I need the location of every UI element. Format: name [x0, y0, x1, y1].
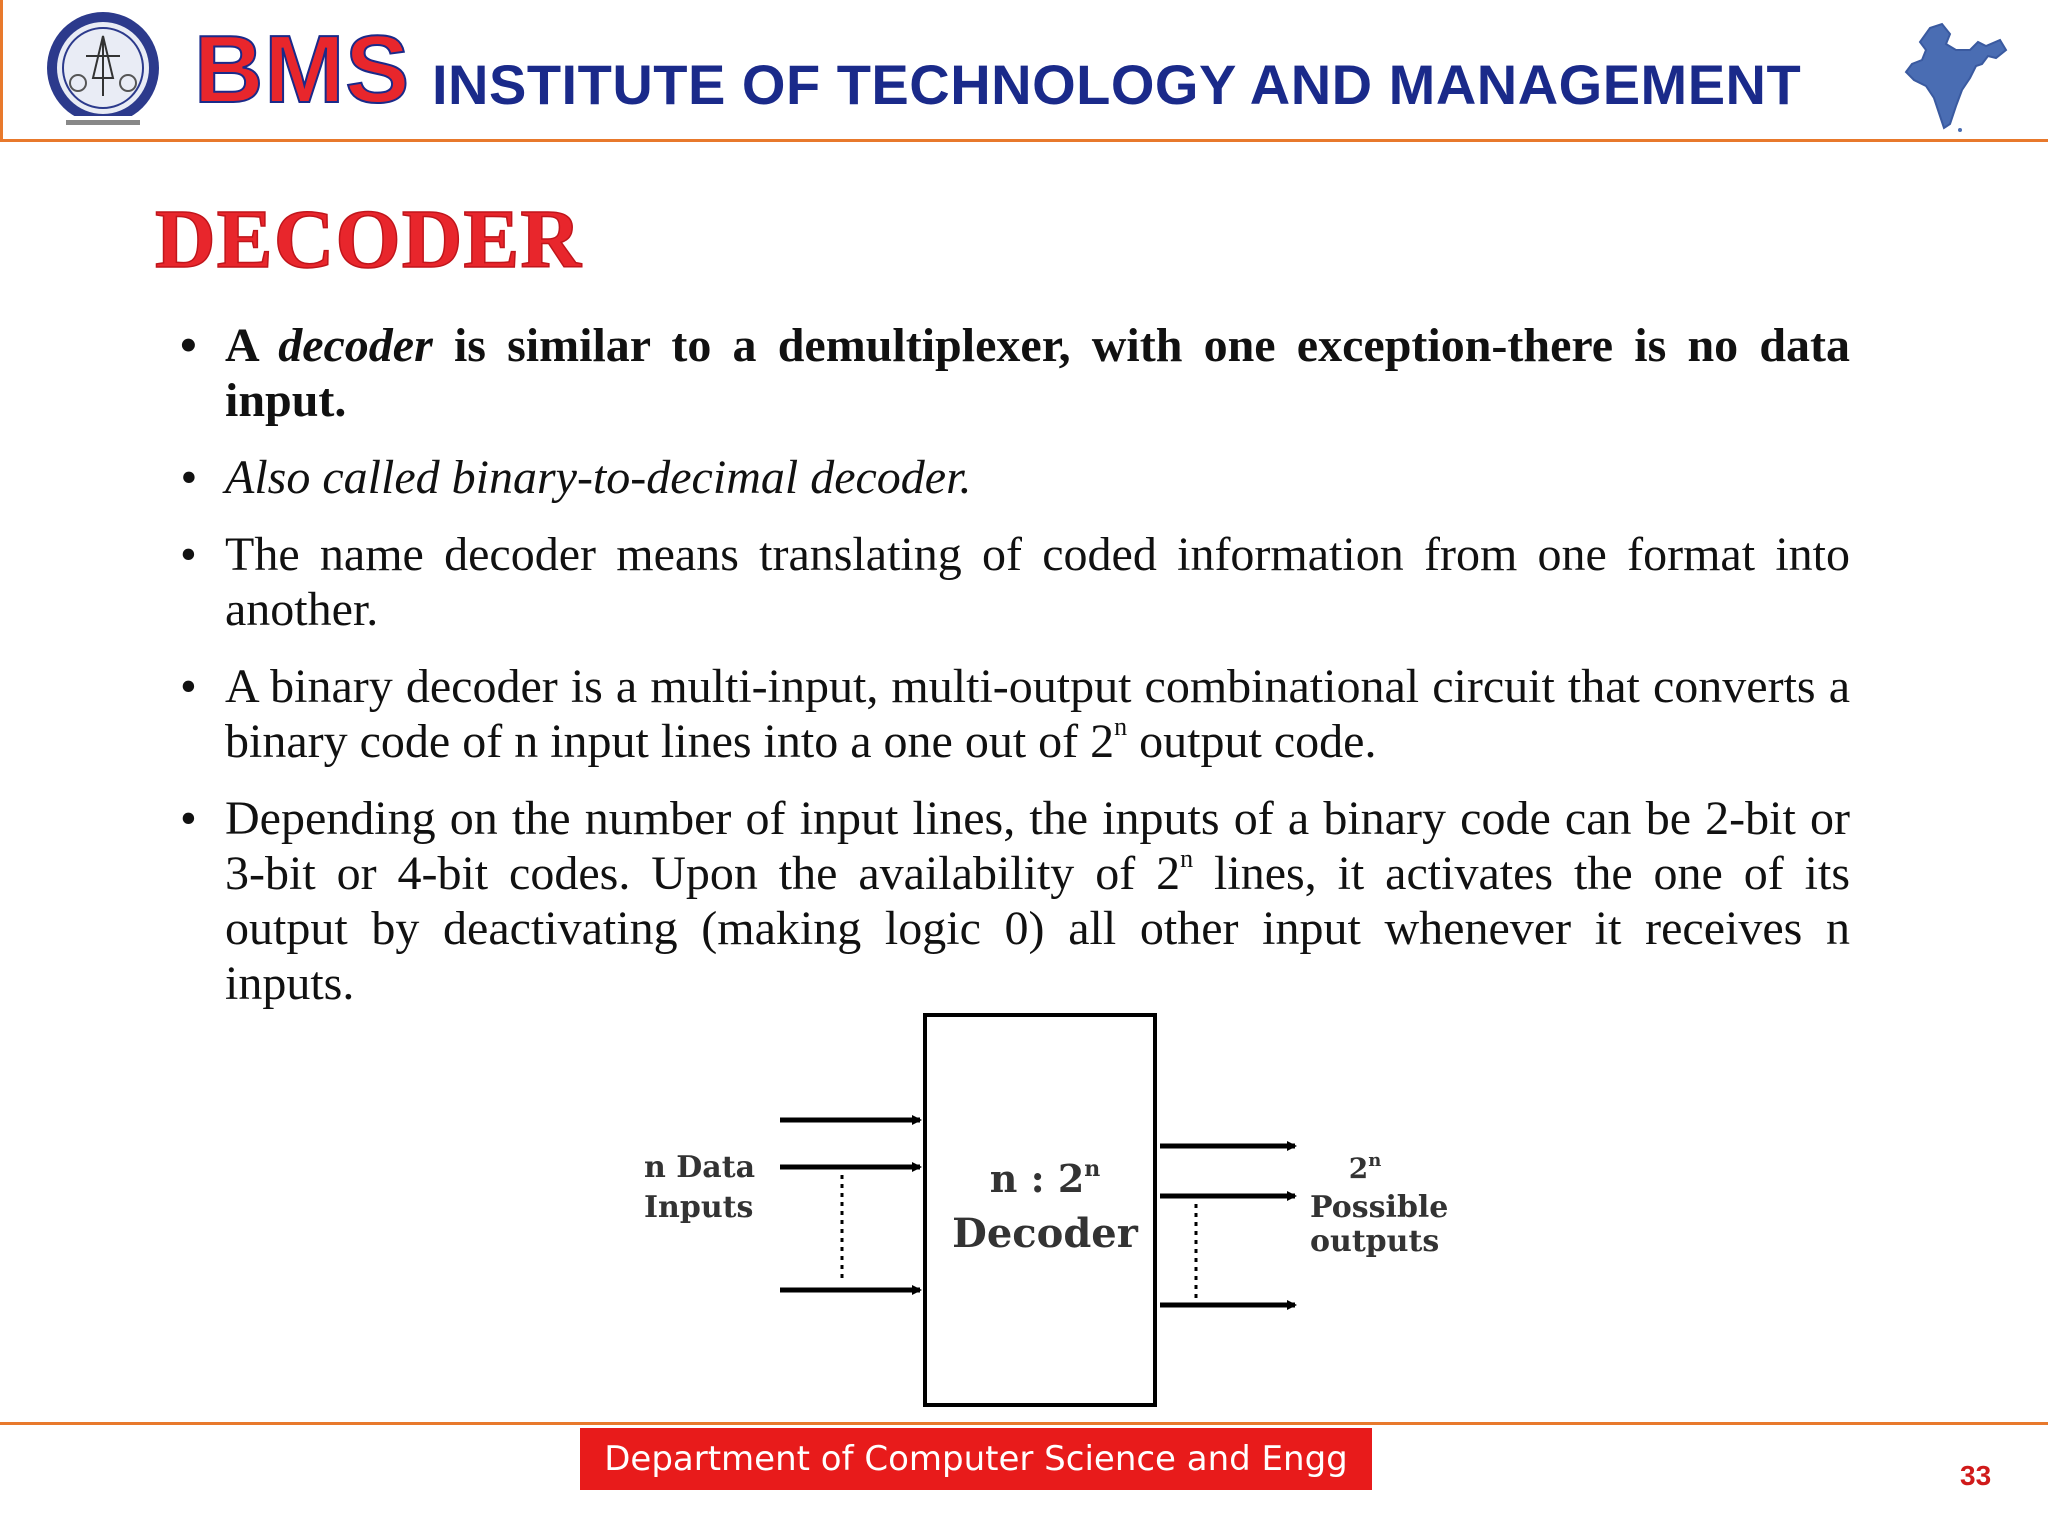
- superscript: n: [1180, 844, 1194, 873]
- input-label: n Data: [644, 1150, 756, 1185]
- bullet-list: [180, 318, 1850, 1033]
- brand-institute-name: INSTITUTE OF TECHNOLOGY AND MANAGEMENT: [432, 53, 1802, 116]
- india-map-icon: [1900, 20, 2010, 135]
- bullet-text: lines, it activates the one of its output by deactivating (making logic 0) all other input whenever it receives n inputs.: [225, 847, 1851, 1010]
- footer-rule: [0, 1422, 2048, 1425]
- bullet-emphasis: decoder: [278, 319, 433, 372]
- page-number: 33: [1960, 1460, 1992, 1491]
- input-label: Inputs: [644, 1190, 754, 1225]
- output-label: outputs: [1310, 1224, 1440, 1259]
- bullet-item: [180, 527, 1850, 637]
- decoder-name-label: Decoder: [952, 1210, 1138, 1257]
- header-left-rule: [0, 0, 3, 140]
- header-bottom-rule: [0, 139, 2048, 142]
- slide-title: DECODER: [155, 193, 583, 286]
- superscript: n: [1114, 712, 1128, 741]
- bullet-item: [180, 659, 1850, 769]
- superscript: n: [1368, 1150, 1382, 1171]
- decoder-ratio-label: [940, 1156, 1150, 1201]
- slide-header: [0, 0, 2048, 142]
- output-label: [1310, 1152, 1420, 1185]
- bullet-text: Depending on the number of input lines, the inputs of a binary code can be 2-bit or 3-bit or 4-bit codes. Upon the availability of 2: [225, 792, 1850, 900]
- bullet-text: A binary decoder is a multi-input, multi-output combinational circuit that converts a binary code of n input lines into a one out of 2: [225, 660, 1850, 768]
- output-label: Possible: [1310, 1190, 1449, 1225]
- bullet-item: [180, 318, 1850, 428]
- superscript: n: [1084, 1156, 1101, 1182]
- ratio-text: n : 2: [989, 1156, 1085, 1201]
- institute-seal-logo: [38, 8, 168, 133]
- output-count-base: 2: [1348, 1152, 1369, 1185]
- bullet-text: Also called binary-to-decimal decoder.: [225, 451, 972, 504]
- decoder-block-diagram: [620, 1000, 1480, 1420]
- bullet-text: A: [225, 319, 279, 372]
- bullet-item: [180, 450, 1850, 505]
- department-banner: Department of Computer Science and Engg: [580, 1428, 1372, 1490]
- bullet-text: The name decoder means translating of coded information from one format into another.: [225, 528, 1850, 636]
- bullet-text: output code.: [1127, 715, 1377, 768]
- bullet-item: [180, 791, 1850, 1011]
- brand-bms: BMS: [194, 16, 411, 123]
- bullet-text: is similar to a demultiplexer, with one exception-there is no data input.: [225, 319, 1851, 427]
